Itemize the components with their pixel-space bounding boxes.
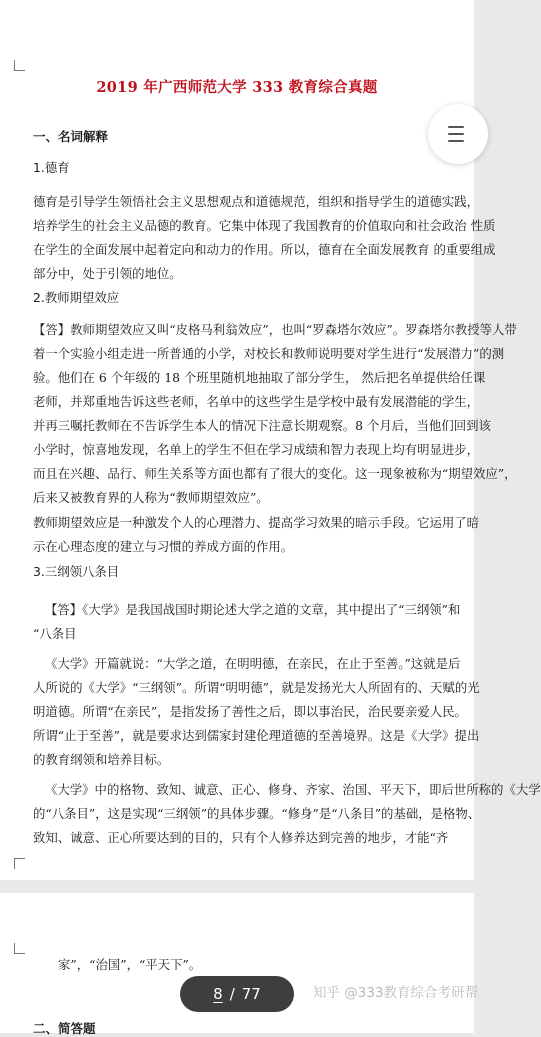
menu-button[interactable] <box>428 104 488 164</box>
paragraph-line: 并再三嘱托教师在不告诉学生本人的情况下注意长期观察。8 个月后，当他们回到该 <box>33 418 491 433</box>
paragraph-line: 所谓“止于至善”，就是要求达到儒家封建伦理道德的至善境界。这是《大学》提出 <box>33 728 480 743</box>
page-separator: / <box>229 985 235 1003</box>
paragraph-line: 《大学》中的格物、致知、诚意、正心、修身、齐家、治国、平天下，即后世所称的《大学 <box>45 782 541 797</box>
paragraph-line: 培养学生的社会主义品德的教育。它集中体现了我国教育的价值取向和社会政治 性质 <box>33 218 496 233</box>
paragraph-line: 在学生的全面发展中起着定向和动力的作用。所以，德育在全面发展教育 的重要组成 <box>33 242 496 257</box>
paragraph-line: 后来又被教育界的人称为“教师期望效应”。 <box>33 490 269 505</box>
page-corner-mark-top-left <box>14 60 25 71</box>
paragraph-line: 而且在兴趣、品行、师生关系等方面也都有了很大的变化。这一现象被称为“期望效应”， <box>33 466 517 481</box>
paragraph-line: 致知、诚意、正心所要达到的目的，只有个人修养达到完善的地步，才能“齐 <box>33 830 449 845</box>
paragraph-line: 验。他们在 6 个年级的 18 个班里随机地抽取了部分学生， 然后把名单提供给任课 <box>33 370 486 385</box>
paragraph-line: 《大学》开篇就说：“大学之道，在明明德，在亲民，在止于至善。”这就是后 <box>45 656 461 671</box>
document-title: 2019 年广西师范大学 333 教育综合真题 <box>96 79 378 96</box>
paragraph-line-continued: 家”，“治国”，“平天下”。 <box>58 957 202 972</box>
question-heading-2: 2.教师期望效应 <box>33 290 120 305</box>
question-heading-1: 1.德育 <box>33 160 70 175</box>
paragraph-line: 示在心理态度的建立与习惯的养成方面的作用。 <box>33 539 294 554</box>
paragraph-line: 【答】教师期望效应又叫“皮格马利翁效应”，也叫“罗森塔尔效应”。罗森塔尔教授等人带 <box>33 322 517 337</box>
paragraph-line: 的“八条目”，这是实现“三纲领”的具体步骤。“修身”是“八条目”的基础，是格物、 <box>33 806 481 821</box>
hamburger-menu-icon <box>448 126 464 147</box>
paragraph-line: 明道德。所谓“在亲民”，是指发扬了善性之后，即以事治民，治民要亲爱人民。 <box>33 704 467 719</box>
section-heading-short-answer: 二、简答题 <box>33 1021 96 1036</box>
paragraph-line: “八条目 <box>33 626 77 641</box>
paragraph-line: 德育是引导学生领悟社会主义思想观点和道德规范，组织和指导学生的道德实践， <box>33 194 480 209</box>
page-indicator[interactable] <box>180 976 294 1012</box>
paragraph-line: 小学时，惊喜地发现，名单上的学生不但在学习成绩和智力表现上均有明显进步， <box>33 442 480 457</box>
question-heading-3: 3.三纲领八条目 <box>33 564 120 579</box>
page-corner-mark-top-left <box>14 943 25 954</box>
paragraph-line: 的教育纲领和培养目标。 <box>33 752 170 767</box>
paragraph-line: 人所说的《大学》“三纲领”。所谓“明明德”，就是发扬光大人所固有的、天赋的光 <box>33 680 480 695</box>
paragraph-line: 着一个实验小组走进一所普通的小学，对校长和教师说明要对学生进行“发展潜力”的测 <box>33 346 505 361</box>
page-corner-mark-bottom-left <box>14 858 25 869</box>
current-page-number: 8 <box>213 985 223 1003</box>
paragraph-line: 老师，并郑重地告诉这些老师，名单中的这些学生是学校中最有发展潜能的学生， <box>33 394 480 409</box>
paragraph-line: 教师期望效应是一种激发个人的心理潜力、提高学习效果的暗示手段。它运用了暗 <box>33 515 480 530</box>
section-heading-definitions: 一、名词解释 <box>33 129 109 144</box>
paragraph-line: 部分中，处于引领的地位。 <box>33 266 182 281</box>
total-pages: 77 <box>241 985 261 1003</box>
zhihu-watermark: 知乎 @333教育综合考研帮 <box>313 985 479 1001</box>
document-page-9 <box>0 893 474 1036</box>
paragraph-line: 【答】《大学》是我国战国时期论述大学之道的文章，其中提出了“三纲领”和 <box>45 602 461 617</box>
